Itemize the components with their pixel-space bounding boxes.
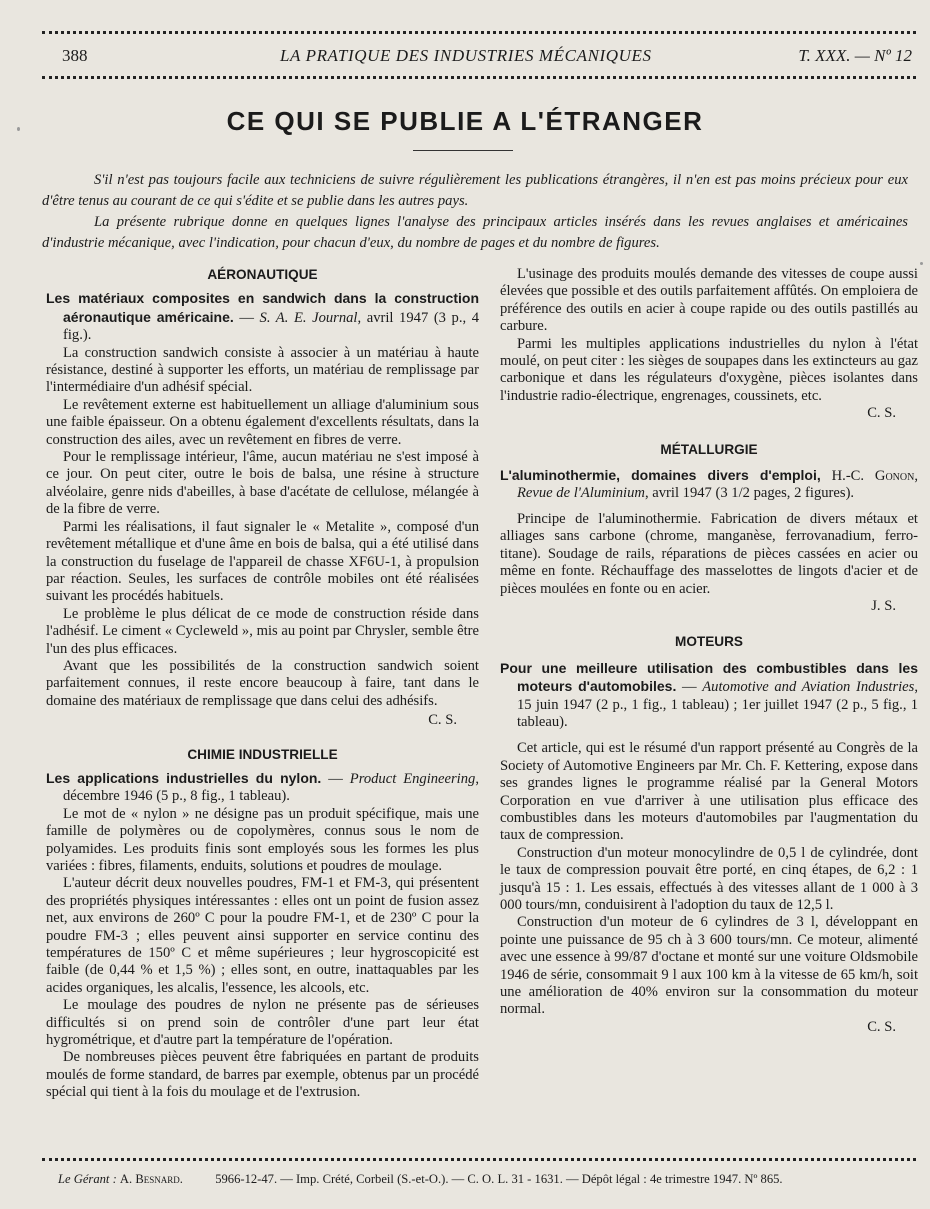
paragraph: Construction d'un moteur de 6 cylindres de 3 l, développant en pointe une puissance de 95 ch à 3 600 tours/mn. Ce moteur, alimenté avec une essence à 99/87 d'octane et monté sur une voiture Oldsmobile 1946 de série, consommait 9 l aux 100 km à la vitesse de 65 km/h, soit une amélioration de 40% environ sur la consommation du moteur normal. — [500, 914, 918, 1018]
article-source: Automotive and Aviation Industries — [702, 679, 915, 696]
left-column — [46, 266, 479, 1102]
section-heading-aeronautique: AÉRONAUTIQUE — [207, 267, 318, 282]
running-header — [62, 46, 912, 70]
paragraph: Pour le remplissage intérieur, l'âme, aucun matériau ne s'est imposé à ce jour. On peut citer, outre le bois de balsa, une résine à structure alvéolaire, genre nids d'abeilles, à base d'acétate de cellulose, mélangée à de la fibre de verre. — [46, 449, 479, 518]
section-heading-moteurs: MOTEURS — [675, 634, 743, 650]
signature: C. S. — [867, 1018, 896, 1035]
section-heading-metallurgie: MÉTALLURGIE — [660, 441, 758, 457]
paragraph: L'usinage des produits moulés demande des vitesses de coupe aussi élevées que possible et des outils parfaitement affûtés. On emploiera de préférence des outils en acier à coupe rapide ou des outils pastillés au carbure. — [500, 266, 918, 335]
paragraph: Le moulage des poudres de nylon ne présente pas de sérieuses difficultés si on prend soin de contrôler d'une part leur état hygrométrique, et d'autre part la température de l'opération. — [46, 997, 479, 1049]
paragraph: La construction sandwich consiste à associer à un matériau à haute résistance, destiné à supporter les efforts, un matériau de remplissage par l'intermédiaire d'un adhésif spécial. — [46, 344, 479, 396]
article-title: Les applications industrielles du nylon. — [46, 769, 322, 786]
article-source: S. A. E. Journal — [259, 309, 358, 326]
intro-paragraph: La présente rubrique donne en quelques lignes l'analyse des principaux articles insérés dans les revues anglaises et américaines d'industrie mécanique, avec l'indication, pour chacun d'eux, du nombre de pages et du nombre de figures. — [42, 214, 908, 251]
title-underline — [413, 150, 513, 151]
paragraph: Avant que les possibilités de la construction sandwich soient parfaitement connues, il reste encore beaucoup à faire, tant dans le domaine des matériaux de remplissage que dans celui des adhésifs. — [46, 657, 479, 709]
journal-title: LA PRATIQUE DES INDUSTRIES MÉCANIQUES — [280, 46, 652, 65]
header-rule — [42, 76, 916, 79]
article-header — [500, 660, 918, 732]
article-source: Product Engineering — [349, 770, 476, 787]
paragraph: Cet article, qui est le résumé d'un rapport présenté au Congrès de la Society of Automotive Engineers par Mr. Ch. F. Kettering, expose dans ses grandes lignes le programme réalisé par la General Motors Corporation en vue d'arriver à une utilisation plus efficace des combustibles dans les moteurs d'automobiles par l'augmentation du taux de compression. — [500, 740, 918, 844]
dash: — — [676, 679, 703, 696]
imprint-footer — [58, 1172, 912, 1187]
signature: C. S. — [867, 405, 896, 422]
page-title: CE QUI SE PUBLIE A L'ÉTRANGER — [226, 106, 704, 136]
paragraph: L'auteur décrit deux nouvelles poudres, FM-1 et FM-3, qui présentent des propriétés physiques intéressantes : elles ont un point de fusion assez net, aux environs de 260º C pour la poudre FM-1, et de 230º C pour la poudre FM-3 ; elles peuvent ainsi supporter en service continu des températures de 150º C et même supérieures ; leur hygroscopicité est faible (de 0,44 % et 1,5 %) ; elles sont, en outre, inattaquables par les acides organiques, les alcalis, l'essence, les alcools, etc. — [46, 875, 479, 996]
author-initials: H.-C. — [820, 468, 875, 485]
intro-paragraph: S'il n'est pas toujours facile aux techniciens de suivre régulièrement les publications étrangères, il n'en est pas moins précieux pour eux d'être tenus au courant de ce qui s'édite et se publie dans les autres pays. — [42, 172, 908, 209]
article-source-details: , avril 1947 (3 1/2 pages, 2 figures). — [644, 485, 855, 502]
volume-issue: T. XXX. — Nº 12 — [798, 46, 912, 65]
section-heading-chimie: CHIMIE INDUSTRIELLE — [187, 746, 338, 762]
intro — [42, 170, 908, 254]
signature: C. S. — [428, 712, 457, 729]
top-border-rule — [42, 31, 916, 34]
dash: — — [233, 309, 260, 326]
paragraph: Parmi les multiples applications industrielles du nylon à l'état moulé, on peut citer : les sièges de soupapes dans les extincteurs au gaz carbonique et dans les régulateurs d'oxygène, pièces isolantes dans l'industrie radio-électrique, engrenages, coussinets, etc. — [500, 335, 918, 404]
article-source-details: , décembre 1946 (5 p., 8 fig., 1 tableau). — [63, 770, 479, 805]
printer-reference: 5966-12-47. — Imp. Crété, Corbeil (S.-et-O.). — C. O. L. 31 - 1631. — Dépôt légal : 4e trimestre 1947. Nº 865. — [215, 1172, 783, 1186]
article-source-details: , avril 1947 (3 p., 4 fig.). — [63, 309, 480, 344]
paragraph: Le revêtement externe est habituellement un alliage d'aluminium sous une faible épaisseur. On a obtenu également d'excellents résultats, dans la construction des ailes, avec un revêtement en fibres de verre. — [46, 396, 479, 448]
paragraph: Parmi les réalisations, il faut signaler le « Metalite », composé d'un revêtement métallique et d'une âme en bois de balsa, qui a été utilisé dans la construction du fuselage de l'appareil de chasse XF6U-1, à propulsion par réaction. Seules, les surfaces de contrôle mobiles ont été réalisées suivant les procédés habituels. — [46, 518, 479, 605]
article-title: Pour une meilleure utilisation des combustibles dans les moteurs d'automobiles. — [500, 659, 918, 695]
paper-speck — [920, 262, 923, 265]
page-number: 388 — [62, 46, 88, 65]
author-name: Gonon — [874, 468, 915, 485]
article-header — [500, 467, 918, 503]
article-source: Revue de l'Aluminium — [517, 485, 645, 502]
article-title: Les matériaux composites en sandwich dans la construction aéronautique américaine. — [46, 290, 479, 325]
paragraph: Construction d'un moteur monocylindre de 0,5 l de cylindrée, dont le taux de compression pouvait être porté, en cinq étapes, de 6,2 : 1 jusqu'à 15 : 1. Les essais, effectués à des vitesses allant de 1 000 à 3 000 tours/mn, conduisirent à l'adoption du taux de 12,5 l. — [500, 844, 918, 913]
footer-rule — [42, 1158, 916, 1161]
article-header — [46, 290, 479, 344]
dash: — — [321, 770, 350, 787]
paragraph: De nombreuses pièces peuvent être fabriquées en partant de produits moulés de forme standard, de barres par exemple, obtenus par un procédé spécial qui tient à la fois du moulage et de l'extrusion. — [46, 1049, 479, 1101]
gerant-name: A. Besnard. — [119, 1172, 183, 1186]
article-header — [46, 770, 479, 806]
separator: , — [914, 468, 919, 485]
article-source-details: , 15 juin 1947 (2 p., 1 fig., 1 tableau) ; 1er juillet 1947 (2 p., 5 fig., 1 tableau). — [517, 679, 918, 730]
right-column — [500, 266, 918, 1036]
paragraph: Le mot de « nylon » ne désigne pas un produit spécifique, mais une famille de polymères ou de copolymères, connus sous le nom de polyamides. Les produits finis sont employés sous les formes les plus variées : fibres, filaments, enduits, solutions et poudres de moulage. — [46, 805, 479, 874]
paragraph: Le problème le plus délicat de ce mode de construction réside dans l'adhésif. Le ciment « Cycleweld », mis au point par Chrysler, semble être l'un des plus efficaces. — [46, 605, 479, 657]
article-title: L'aluminothermie, domaines divers d'emploi, — [500, 467, 821, 484]
gerant-label: Le Gérant : — [58, 1172, 120, 1186]
paper-speck — [17, 127, 20, 131]
paragraph: Principe de l'aluminothermie. Fabrication de divers métaux et alliages sans carbone (chrome, manganèse, ferrovanadium, ferro-titane). Soudage de rails, réparations de pièces cassées en acier ou même en fonte. Réchauffage des masselottes de lingots d'acier et de pièces moulées en fonte ou en acier. — [500, 510, 918, 597]
signature: J. S. — [871, 597, 896, 614]
